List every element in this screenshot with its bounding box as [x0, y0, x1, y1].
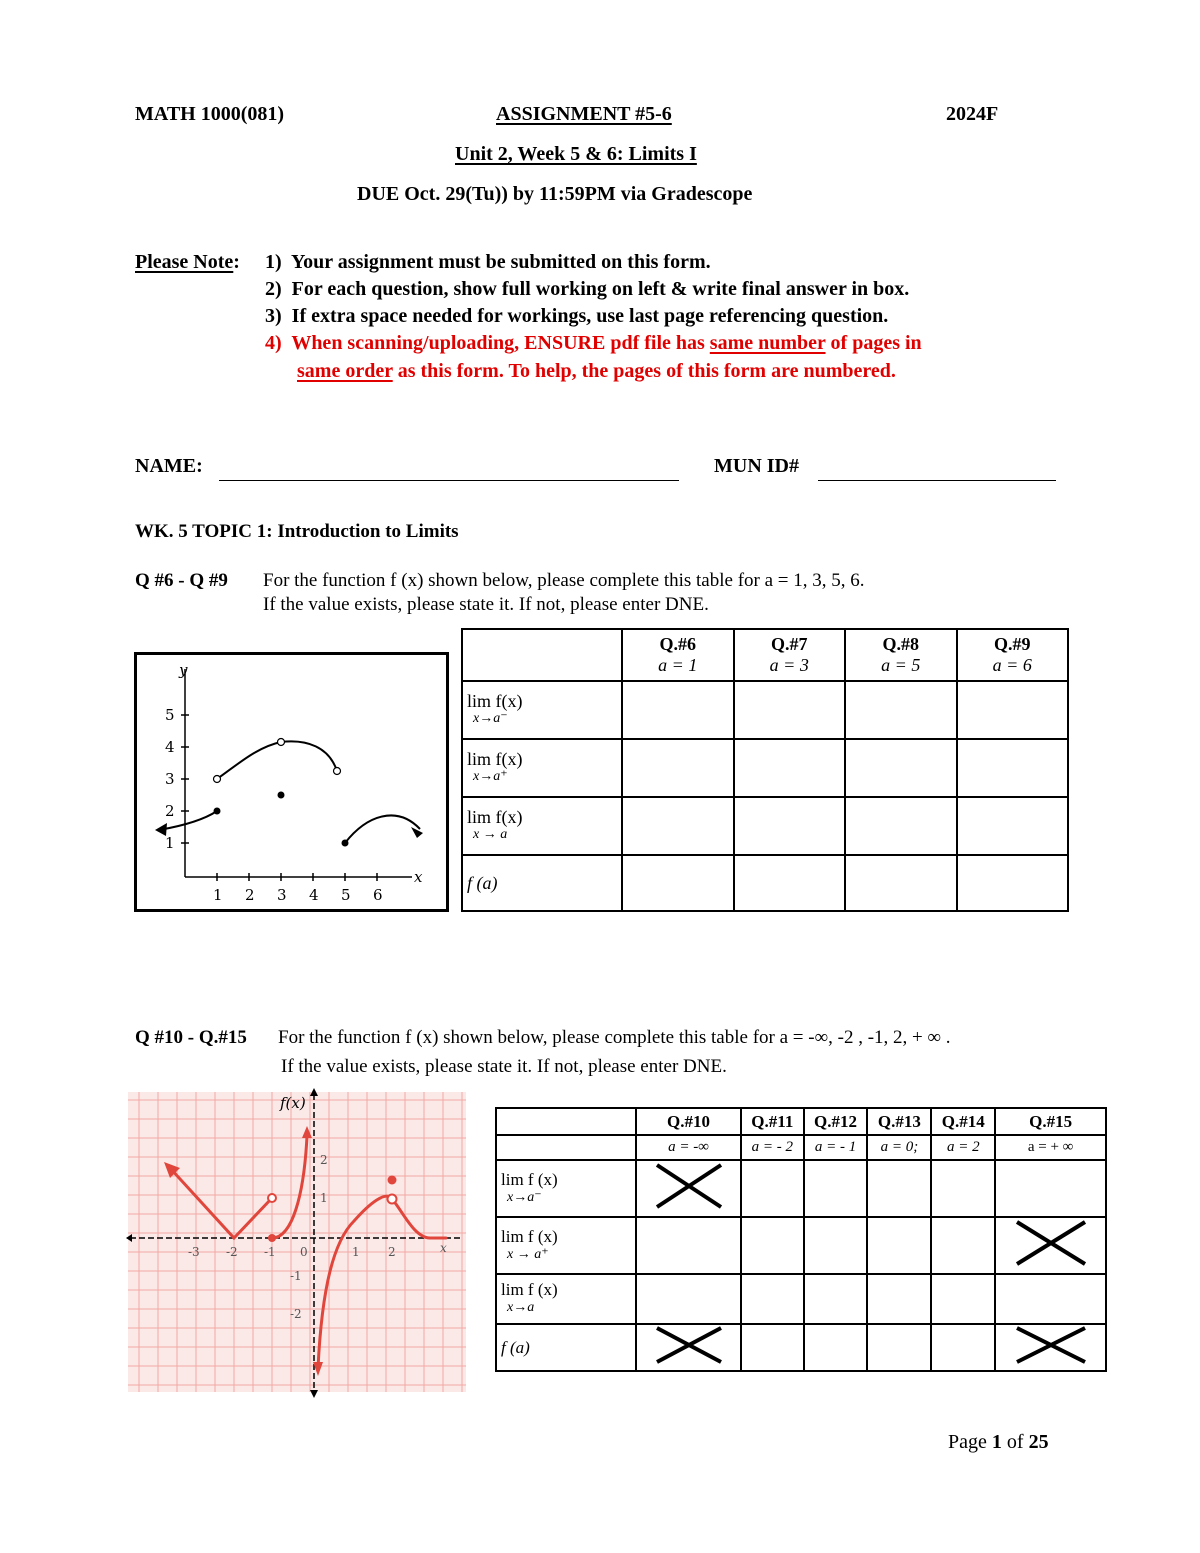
page-text: Page — [948, 1431, 992, 1453]
x-tick-label: -1 — [264, 1245, 276, 1259]
corner-cell — [496, 1108, 636, 1135]
answer-cell[interactable] — [734, 739, 846, 797]
corner-cell — [496, 1135, 636, 1160]
row-label — [462, 855, 622, 911]
term: 2024F — [946, 103, 999, 125]
crossed-cell — [636, 1160, 741, 1217]
crossed-cell — [995, 1324, 1106, 1371]
col-header: Q.#12 — [804, 1108, 868, 1135]
lim-sub: x→a — [507, 1300, 535, 1315]
answer-cell[interactable] — [741, 1324, 804, 1371]
note-label: Please Note — [135, 251, 234, 273]
answer-cell[interactable] — [734, 797, 846, 855]
closed-dot — [342, 840, 349, 847]
table-row — [462, 739, 1068, 797]
page-total: 25 — [1028, 1431, 1049, 1453]
col-a: a = 2 — [931, 1135, 995, 1160]
note-text: For each question, show full working on left & write final answer in box. — [291, 278, 910, 300]
answer-cell[interactable] — [622, 797, 734, 855]
answer-cell[interactable] — [995, 1160, 1106, 1217]
answer-cell[interactable] — [741, 1274, 804, 1324]
x-axis-label: x — [414, 868, 423, 886]
assignment-title: ASSIGNMENT #5-6 — [496, 103, 672, 125]
col-header — [957, 629, 1069, 681]
answer-cell[interactable] — [845, 797, 957, 855]
col-a: a = - 1 — [804, 1135, 868, 1160]
closed-dot — [214, 808, 221, 815]
note-underlined: same number — [709, 332, 826, 354]
col-q: Q.#9 — [993, 634, 1031, 654]
page-current: 1 — [991, 1431, 1002, 1453]
row-label — [496, 1160, 636, 1217]
answer-cell[interactable] — [957, 855, 1069, 911]
cross-icon — [653, 1325, 725, 1365]
y-tick-label: 4 — [165, 738, 175, 756]
y-tick-label: 2 — [165, 802, 175, 820]
answer-cell[interactable] — [957, 739, 1069, 797]
y-tick-label: 1 — [165, 834, 175, 852]
course-code: MATH 1000(081) — [135, 103, 285, 125]
name-field[interactable] — [219, 462, 679, 486]
x-tick-label: 2 — [388, 1245, 396, 1259]
answer-cell[interactable] — [741, 1160, 804, 1217]
graph-2-svg — [124, 1086, 469, 1402]
answer-cell[interactable] — [867, 1324, 931, 1371]
answer-cell[interactable] — [741, 1217, 804, 1274]
note-text: If extra space needed for workings, use last page referencing question. — [291, 305, 889, 327]
open-dot — [214, 776, 221, 783]
col-a: a = - 2 — [741, 1135, 804, 1160]
q6-9-instruction-2: If the value exists, please state it. If not, please enter DNE. — [263, 594, 709, 615]
arrow-right-icon — [411, 827, 423, 838]
col-q: Q.#8 — [882, 634, 919, 654]
closed-dot — [268, 1234, 276, 1242]
note-item-2 — [265, 278, 909, 301]
col-a: a = -∞ — [636, 1135, 741, 1160]
col-header: Q.#15 — [995, 1108, 1106, 1135]
answer-cell[interactable] — [931, 1324, 995, 1371]
q10-15-instruction: For the function f (x) shown below, please complete this table for a = -∞, -2 , -1, 2, + ∞ . — [278, 1027, 951, 1048]
cross-icon — [653, 1161, 725, 1211]
x-tick-label: -3 — [188, 1245, 200, 1259]
answer-cell[interactable] — [804, 1217, 868, 1274]
col-a: a = 1 — [658, 655, 698, 675]
x-tick-label: 3 — [277, 886, 287, 904]
crossed-cell — [995, 1217, 1106, 1274]
table-row — [496, 1160, 1106, 1217]
lim-text: lim f(x) — [467, 807, 523, 827]
note-num: 1) — [265, 251, 282, 273]
id-field[interactable] — [818, 462, 1056, 486]
answer-cell[interactable] — [622, 681, 734, 739]
q6-9-instruction: For the function f (x) shown below, please complete this table for a = 1, 3, 5, 6. — [263, 570, 865, 591]
topic-heading: WK. 5 TOPIC 1: Introduction to Limits — [135, 521, 459, 542]
open-dot — [268, 1194, 276, 1202]
table-row — [462, 797, 1068, 855]
arrow-down-icon — [310, 1390, 318, 1398]
answer-cell[interactable] — [734, 855, 846, 911]
col-a: a = 6 — [992, 655, 1032, 675]
table-row — [496, 1274, 1106, 1324]
y-axis-label: y — [179, 661, 188, 679]
answer-cell[interactable] — [804, 1324, 868, 1371]
answer-cell[interactable] — [957, 797, 1069, 855]
answer-cell[interactable] — [867, 1160, 931, 1217]
due-date: DUE Oct. 29(Tu)) by 11:59PM via Gradescope — [357, 183, 753, 205]
col-a: a = 0; — [867, 1135, 931, 1160]
col-header: Q.#11 — [741, 1108, 804, 1135]
answer-table-1 — [461, 628, 1069, 912]
lim-text: lim f (x) — [501, 1226, 558, 1246]
table-subheader-row — [496, 1135, 1106, 1160]
x-axis-label: x — [440, 1241, 447, 1255]
name-label: NAME: — [135, 455, 203, 477]
q10-15-instruction-2: If the value exists, please state it. If not, please enter DNE. — [281, 1056, 727, 1077]
note-num: 4) — [265, 332, 282, 354]
y-tick-label: 3 — [165, 770, 175, 788]
closed-dot — [388, 1176, 397, 1185]
x-tick-label: 2 — [245, 886, 255, 904]
lim-sub: x→a⁻ — [507, 1189, 542, 1205]
note-item-4-cont — [297, 360, 896, 383]
col-header: Q.#13 — [867, 1108, 931, 1135]
curve-middle — [217, 741, 337, 779]
cross-icon — [1013, 1218, 1089, 1268]
note-text: Your assignment must be submitted on this form. — [290, 251, 711, 273]
note-text: as this form. To help, the pages of this form are numbered. — [392, 360, 896, 382]
id-label: MUN ID# — [714, 455, 799, 477]
lim-sub: x → a⁺ — [507, 1246, 549, 1262]
row-label — [462, 797, 622, 855]
col-a: a = 5 — [881, 655, 921, 675]
open-dot — [278, 739, 285, 746]
col-header — [734, 629, 846, 681]
answer-cell[interactable] — [845, 855, 957, 911]
open-dot — [388, 1195, 397, 1204]
col-a: a = + ∞ — [995, 1135, 1106, 1160]
note-item-3 — [265, 305, 888, 328]
y-tick-label: -2 — [290, 1307, 302, 1321]
answer-cell[interactable] — [845, 739, 957, 797]
answer-cell[interactable] — [931, 1274, 995, 1324]
cross-icon — [1013, 1325, 1089, 1365]
page-of: of — [1001, 1431, 1029, 1453]
curve-right — [345, 815, 420, 843]
x-tick-label: 4 — [309, 886, 319, 904]
table-row — [462, 855, 1068, 911]
graph-1 — [134, 652, 449, 912]
graph-1-svg — [137, 655, 446, 909]
y-tick-label: 1 — [320, 1191, 328, 1205]
table-row — [496, 1217, 1106, 1274]
note-item-1 — [265, 251, 711, 274]
y-tick-label: -1 — [290, 1269, 302, 1283]
note-underlined: same order — [297, 360, 393, 382]
col-header: Q.#10 — [636, 1108, 741, 1135]
answer-cell[interactable] — [636, 1217, 741, 1274]
row-label — [496, 1217, 636, 1274]
note-label-wrap — [135, 251, 240, 274]
closed-dot — [278, 792, 285, 799]
note-colon: : — [233, 251, 240, 273]
x-tick-label: 6 — [373, 886, 383, 904]
row-label — [462, 681, 622, 739]
note-num: 3) — [265, 305, 282, 327]
answer-cell[interactable] — [867, 1274, 931, 1324]
note-num: 2) — [265, 278, 282, 300]
col-q: Q.#7 — [770, 634, 808, 654]
x-tick-label: 1 — [213, 886, 223, 904]
answer-cell[interactable] — [867, 1217, 931, 1274]
open-dot — [334, 768, 341, 775]
q10-15-label: Q #10 - Q.#15 — [135, 1027, 247, 1048]
y-tick-label: 5 — [165, 706, 175, 724]
note-text: When scanning/uploading, ENSURE pdf file has — [291, 332, 710, 354]
note-item-4 — [265, 332, 922, 355]
table-row — [496, 1324, 1106, 1371]
answer-cell[interactable] — [931, 1217, 995, 1274]
y-tick-label: 2 — [320, 1153, 328, 1167]
note-text: of pages in — [825, 332, 922, 354]
answer-cell[interactable] — [957, 681, 1069, 739]
col-q: Q.#6 — [659, 634, 696, 654]
lim-text: lim f (x) — [501, 1169, 558, 1189]
col-header: Q.#14 — [931, 1108, 995, 1135]
lim-text: lim f(x) — [467, 691, 523, 711]
lim-text: lim f(x) — [467, 749, 523, 769]
col-header — [845, 629, 957, 681]
lim-text: lim f (x) — [501, 1280, 558, 1299]
corner-cell — [462, 629, 622, 681]
table-header-row — [496, 1108, 1106, 1135]
answer-cell[interactable] — [995, 1274, 1106, 1324]
q6-9-label: Q #6 - Q #9 — [135, 570, 228, 591]
graph-2 — [124, 1086, 469, 1402]
answer-cell[interactable] — [931, 1160, 995, 1217]
answer-cell[interactable] — [804, 1274, 868, 1324]
table-row — [462, 681, 1068, 739]
crossed-cell — [636, 1324, 741, 1371]
answer-cell[interactable] — [734, 681, 846, 739]
lim-text: f (a) — [501, 1337, 530, 1357]
x-tick-label: 1 — [352, 1245, 360, 1259]
answer-cell[interactable] — [622, 855, 734, 911]
f-label: f(x) — [280, 1094, 306, 1112]
lim-sub: x→a⁺ — [473, 769, 508, 784]
unit-title: Unit 2, Week 5 & 6: Limits I — [455, 143, 697, 165]
answer-cell[interactable] — [845, 681, 957, 739]
lim-sub: x → a — [473, 827, 508, 842]
x-tick-label: 0 — [300, 1245, 308, 1259]
row-label — [496, 1274, 636, 1324]
answer-cell[interactable] — [622, 739, 734, 797]
table-header-row — [462, 629, 1068, 681]
lim-sub: x→a⁻ — [473, 711, 508, 726]
page-number — [948, 1431, 1049, 1454]
answer-table-2 — [495, 1107, 1107, 1372]
row-label — [496, 1324, 636, 1371]
row-label — [462, 739, 622, 797]
col-header — [622, 629, 734, 681]
answer-cell[interactable] — [804, 1160, 868, 1217]
answer-cell[interactable] — [636, 1274, 741, 1324]
col-a: a = 3 — [769, 655, 809, 675]
lim-text: f (a) — [467, 873, 498, 893]
x-tick-label: 5 — [341, 886, 351, 904]
x-tick-label: -2 — [226, 1245, 238, 1259]
